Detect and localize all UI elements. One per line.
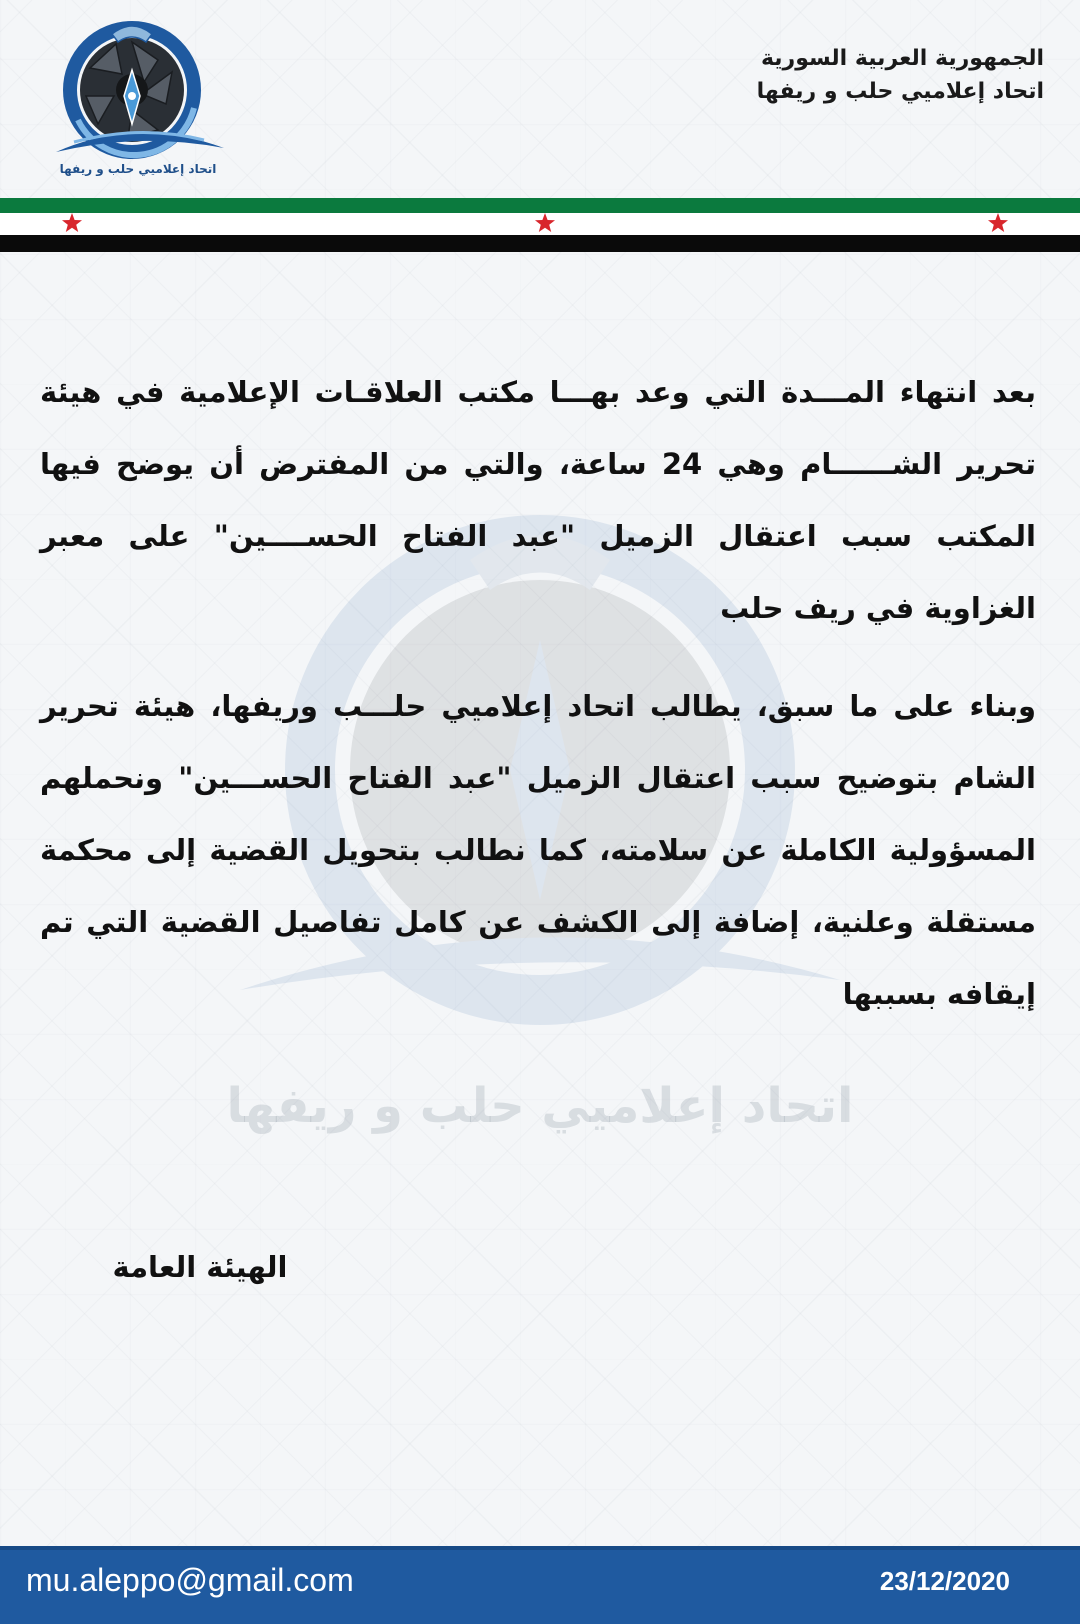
signature: الهيئة العامة	[112, 1250, 288, 1284]
contact-email: mu.aleppo@gmail.com	[26, 1562, 354, 1598]
letterhead	[0, 0, 1080, 200]
star-icon	[533, 211, 557, 235]
organization-name: اتحاد إعلاميي حلب و ريفها	[756, 79, 1044, 104]
footer-bar	[0, 1546, 1080, 1624]
statement-date: 23/12/2020	[879, 1566, 1010, 1596]
country-name: الجمهورية العربية السورية	[760, 46, 1044, 71]
logo-caption: اتحاد إعلاميي حلب و ريفها	[59, 162, 217, 176]
watermark-text: اتحاد إعلاميي حلب و ريفها	[226, 1078, 854, 1134]
camera-aperture-icon	[48, 12, 228, 162]
letterhead-title	[524, 42, 1044, 108]
statement-body	[40, 356, 1036, 1056]
flag-black-stripe	[0, 235, 1080, 252]
union-logo	[48, 12, 228, 188]
statement-paragraph: بعد انتهاء المـــدة التي وعد بهـــا مكتب العلاقـات الإعلامية في هيئة تحرير الشــــــام وهي 24 ساعة، والتي من المفترض أن يوضح فيها المكتب سبب اعتقال الزميل "عبد الفتاح الحســــين" على معبر الغزاوية في ريف حلب	[40, 375, 1036, 625]
syrian-revolution-flag	[0, 198, 1080, 252]
statement-paragraph: وبناء على ما سبق، يطالب اتحاد إعلاميي حلـــب وريفها، هيئة تحرير الشام بتوضيح سبب اعتقال الزميل "عبد الفتاح الحســـين" ونحملهم المسؤولية الكاملة عن سلامته، كما نطالب بتحويل القضية إلى محكمة مستقلة وعلنية، إضافة إلى الكشف عن كامل تفاصيل القضية التي تم إيقافه بسببها	[40, 689, 1036, 1011]
star-icon	[60, 211, 84, 235]
star-icon	[986, 211, 1010, 235]
